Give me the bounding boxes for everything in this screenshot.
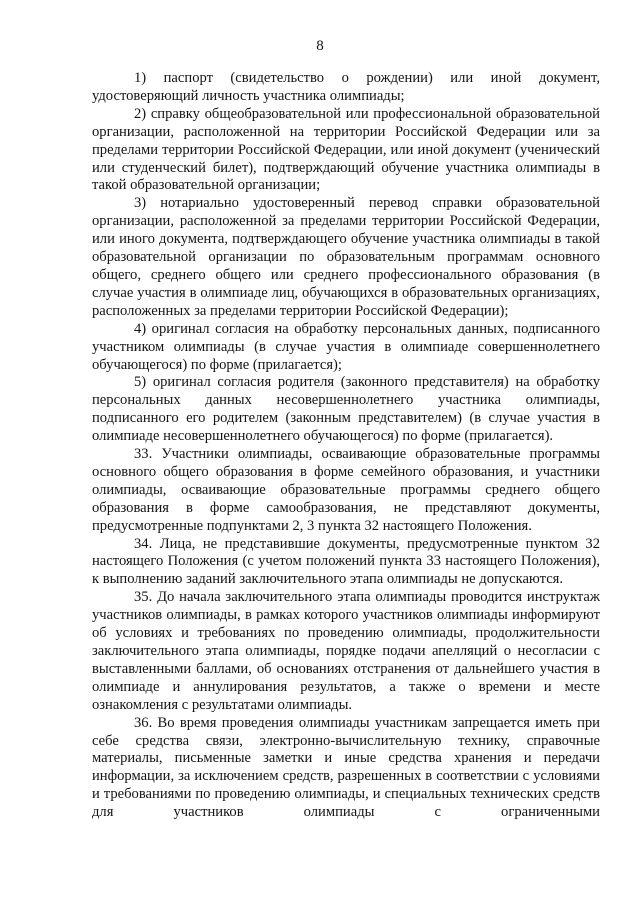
list-item-school-certificate: 2) справку общеобразовательной или профессиональной образовательной организации, расположенной на территории Российской Федерации или за пределами территории Российской Федерации, или иной документ (ученический или студенческий билет), подтверждающий обучение участника олимпиады в такой образовательной организации;	[92, 105, 600, 194]
clause-35: 35. До начала заключительного этапа олимпиады проводится инструктаж участников олимпиады, в рамках которого участников олимпиады информируют об условиях и требованиях по проведению олимпиады, продолжительности заключительного этапа олимпиады, порядке подачи апелляций о несогласии с выставленными баллами, об основаниях отстранения от дальнейшего участия в олимпиаде и аннулирования результатов, а также о времени и месте ознакомления с результатами олимпиады.	[92, 589, 600, 713]
list-item-passport: 1) паспорт (свидетельство о рождении) или иной документ, удостоверяющий личность участника олимпиады;	[92, 70, 600, 104]
clause-33: 33. Участники олимпиады, осваивающие образовательные программы основного общего образования в форме семейного образования, и участники олимпиады, осваивающие образовательные программы среднего общего образования в форме самообразования, не представляют документы, предусмотренные подпунктами 2, 3 пункта 32 настоящего Положения.	[92, 446, 600, 534]
list-item-consent-parent: 5) оригинал согласия родителя (законного представителя) на обработку персональных данных несовершеннолетнего участника олимпиады, подписанного его родителем (законным представителем) (в случае участия в олимпиаде несовершеннолетнего обучающегося) по форме (прилагается).	[92, 374, 600, 445]
document-body	[92, 70, 600, 822]
list-item-notarized-translation: 3) нотариально удостоверенный перевод справки образовательной организации, расположенной за пределами территории Российской Федерации, или иного документа, подтверждающего обучение участника олимпиады в такой образовательной организации по образовательным программам основного общего, среднего общего или среднего профессионального образования (в случае участия в олимпиаде лиц, обучающихся в образовательных организациях, расположенных за пределами территории Российской Федерации);	[92, 195, 600, 319]
page-number: 8	[316, 38, 324, 54]
clause-36: 36. Во время проведения олимпиады участникам запрещается иметь при себе средства связи, электронно-вычислительную технику, справочные материалы, письменные заметки и иные средства хранения и передачи информации, за исключением средств, разрешенных в соответствии с условиями и требованиями по проведению олимпиады, и специальных технических средств для участников олимпиады с ограниченными	[92, 714, 600, 821]
clause-34: 34. Лица, не представившие документы, предусмотренные пунктом 32 настоящего Положения (с учетом положений пункта 33 настоящего Положения), к выполнению заданий заключительного этапа олимпиады не допускаются.	[92, 535, 600, 588]
list-item-consent-adult: 4) оригинал согласия на обработку персональных данных, подписанного участником олимпиады (в случае участия в олимпиаде совершеннолетнего обучающегося) по форме (прилагается);	[92, 320, 600, 373]
